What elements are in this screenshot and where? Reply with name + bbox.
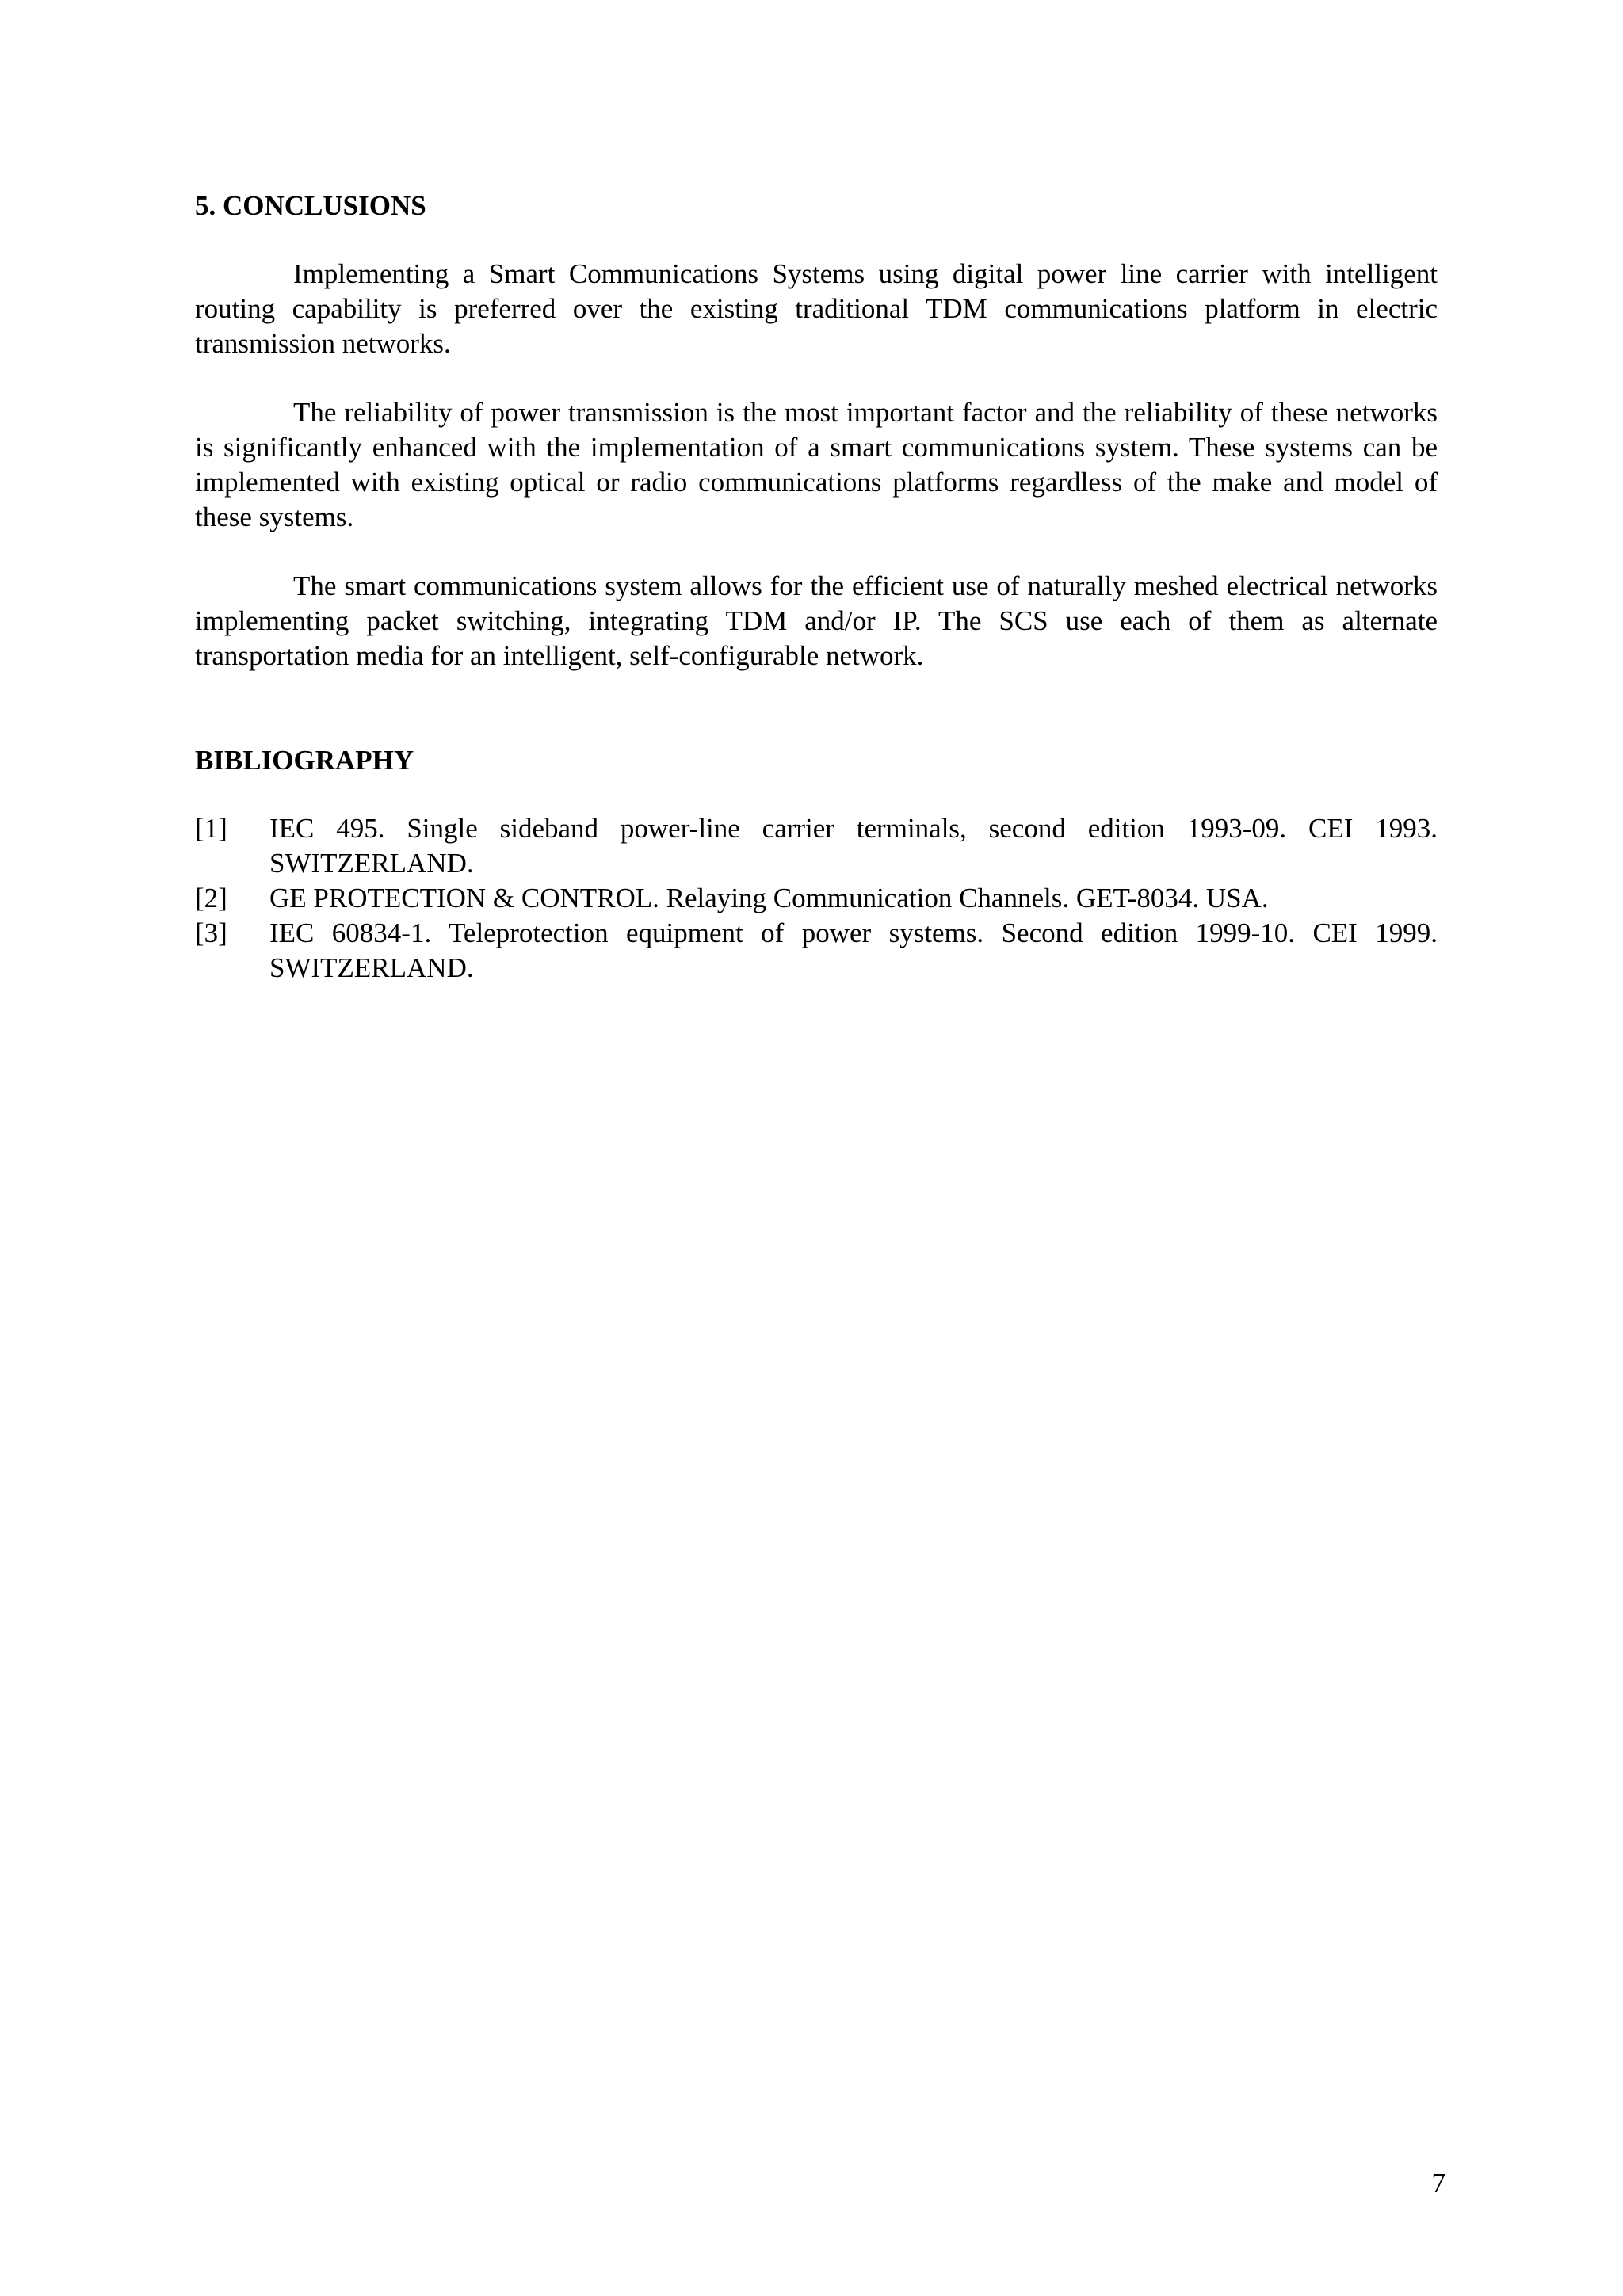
page-number: 7 [1431,2168,1445,2199]
section-heading-bibliography: BIBLIOGRAPHY [195,745,414,776]
reference-text: IEC 60834-1. Teleprotection equipment of power systems. Second edition 1999-10. CEI 1999. SWITZERLAND. [269,917,1438,983]
reference-text: GE PROTECTION & CONTROL. Relaying Communication Channels. GET-8034. USA. [269,883,1269,913]
bibliography-entry [195,916,1438,986]
conclusions-paragraph-1: Implementing a Smart Communications Systems using digital power line carrier with intelligent routing capability is preferred over the existing traditional TDM communications platform in electric transmission networks. [195,258,1438,359]
reference-text: IEC 495. Single sideband power-line carrier terminals, second edition 1993-09. CEI 1993. SWITZERLAND. [269,813,1438,879]
bibliography-list [195,811,1438,986]
reference-number: [3] [195,917,227,948]
reference-number: [1] [195,813,227,844]
section-heading-conclusions: 5. CONCLUSIONS [195,190,426,221]
bibliography-entry [195,881,1438,916]
bibliography-entry [195,811,1438,881]
conclusions-paragraph-2: The reliability of power transmission is the most important factor and the reliability of these networks is significantly enhanced with the implementation of a smart communications system. These systems can be implemented with existing optical or radio communications platforms regardless of the make and model of these systems. [195,397,1438,532]
conclusions-paragraph-3: The smart communications system allows for the efficient use of naturally meshed electrical networks implementing packet switching, integrating TDM and/or IP. The SCS use each of them as alternate transportation media for an intelligent, self-configurable network. [195,570,1438,671]
page-content [195,189,1438,986]
reference-number: [2] [195,883,227,913]
